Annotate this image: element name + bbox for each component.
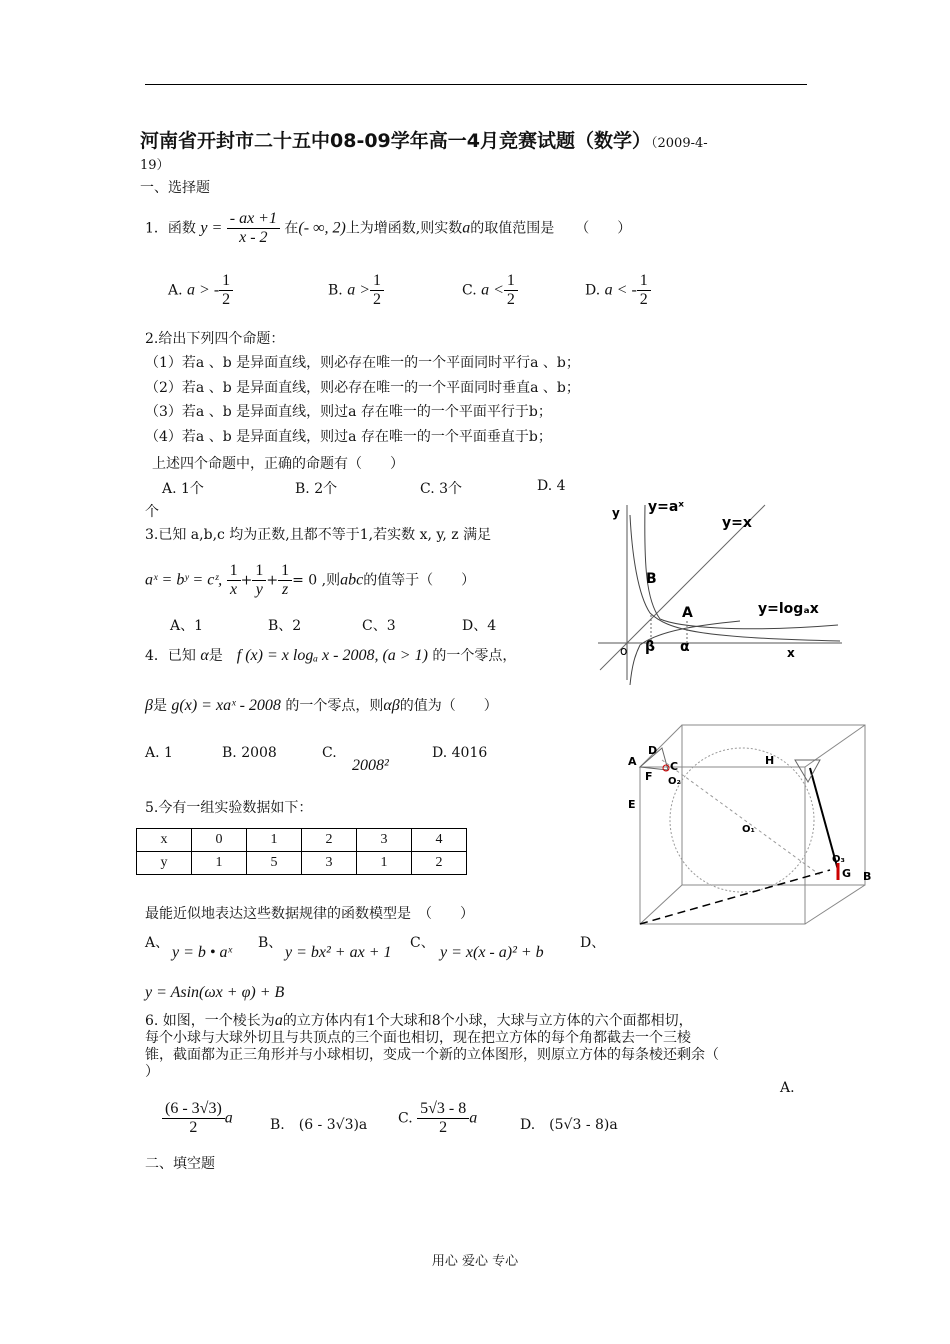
cube-figure	[620, 720, 885, 935]
q5-option-b-expr: y = bx² + ax + 1	[285, 944, 392, 961]
q2-item-2: （2）若a 、b 是异面直线，则必存在唯一的一个平面同时垂直a 、b；	[145, 380, 580, 396]
q6-option-d[interactable]: D. (5√3 - 8)a	[520, 1117, 618, 1133]
title-text: 河南省开封市二十五中08-09学年高一4月竞赛试题（数学）	[140, 130, 651, 152]
cube-label-b: B	[863, 870, 872, 883]
cube-label-e: E	[628, 798, 636, 811]
q3-option-a[interactable]: A、1	[170, 618, 204, 634]
q4-option-b[interactable]: B. 2008	[222, 745, 277, 761]
graph-point-b: B	[646, 571, 657, 587]
graph-y-axis-label: y	[612, 506, 620, 520]
page-footer: 用心 爱心 专心	[431, 1254, 519, 1269]
graph-alpha-label: α	[680, 639, 690, 655]
q6-option-a-label[interactable]: A.	[780, 1080, 795, 1096]
q6-option-c[interactable]: C. $\frac{5√3 - 8}{2}$ a	[398, 1100, 478, 1136]
question-4-line1: 4．已知 α是 f (x) = x logₐ x - 2008, (a > 1) 的一个零点，	[145, 647, 517, 664]
q2-ask: 上述四个命题中，正确的命题有（ ）	[152, 456, 404, 472]
q6-option-a[interactable]: $\frac{(6 - 3√3)}{2}$ a	[162, 1100, 233, 1137]
table-row: x 0 1 2 3 4	[137, 829, 467, 852]
q5-ask: 最能近似地表达这些数据规律的函数模型是 （ ）	[145, 906, 474, 922]
section-choice: 一、选择题	[140, 180, 210, 196]
q5-option-d-expr: y = Asin(ωx + φ) + B	[145, 984, 285, 1001]
q4-option-d[interactable]: D. 4016	[432, 745, 488, 761]
data-table	[136, 828, 467, 875]
cube-label-h: H	[765, 754, 775, 767]
q1-option-a[interactable]: A. a > - $\frac{1}{2}$	[168, 272, 233, 309]
cube-label-o2: O₂	[668, 776, 681, 787]
graph-beta-label: β	[645, 639, 656, 655]
title-date: （2009-4-	[651, 136, 708, 151]
q2-item-3: （3）若a 、b 是异面直线，则过a 存在唯一的一个平面平行于b；	[145, 404, 552, 420]
q5-option-d[interactable]: D、	[580, 935, 606, 951]
question-6-line3: 锥，截面都为正三角形并与小球相切，变成一个新的立体图形，则原立方体的每条棱还剩余（	[145, 1047, 719, 1063]
q3-option-c[interactable]: C、3	[362, 618, 396, 634]
q1-fraction: $\frac{- ax +1}{x - 2}$	[227, 210, 280, 247]
q1-option-d[interactable]: D. a < - $\frac{1}{2}$	[585, 272, 651, 309]
q4-option-c[interactable]: C.	[322, 745, 337, 761]
cube-label-g: G	[842, 867, 852, 880]
cube-label-f: F	[645, 770, 653, 783]
question-4-line2: β是 g(x) = xaˣ - 2008 的一个零点，则αβ的值为（ ）	[145, 697, 498, 714]
q3-option-b[interactable]: B、2	[268, 618, 302, 634]
q5-option-a[interactable]: A、	[145, 935, 170, 951]
page-title	[140, 126, 708, 153]
cube-label-o1: O₁	[742, 824, 755, 835]
cube-label-o3: O₃	[832, 854, 845, 865]
question-5-stem: 5.今有一组实验数据如下：	[145, 800, 313, 816]
graph-label-exp: y=aˣ	[648, 499, 685, 515]
cube-label-c: C	[670, 760, 679, 773]
cube-label-a: A	[628, 755, 637, 768]
q2-item-4: （4）若a 、b 是异面直线，则过a 存在唯一的一个平面垂直于b；	[145, 429, 552, 445]
question-1: 1．函数 y = $\frac{- ax +1}{x - 2}$ 在(- ∞, 2)上为增函数,则实数a的取值范围是 （ ）	[145, 210, 632, 246]
q3-equation: aˣ = bʸ = cᶻ, $\frac{1}{x}$ + $\frac{1}{y}$ + $\frac{1}{z}$ = 0 ,则abc的值等于（ ）	[145, 562, 476, 598]
q3-option-d[interactable]: D、4	[462, 618, 497, 634]
q1-option-b[interactable]: B. a > $\frac{1}{2}$	[328, 272, 384, 309]
question-2-stem: 2.给出下列四个命题：	[145, 331, 285, 347]
title-date-wrap: 19）	[140, 158, 170, 173]
q2-item-1: （1）若a 、b 是异面直线，则必存在唯一的一个平面同时平行a 、b；	[145, 355, 580, 371]
question-6-line1: 6. 如图，一个棱长为a的立方体内有1个大球和8个小球，大球与立方体的六个面都相切，	[145, 1012, 693, 1029]
q2-option-d-wrap: 个	[145, 504, 159, 520]
q2-option-b[interactable]: B. 2个	[295, 481, 338, 497]
graph-x-axis-label: x	[787, 646, 795, 660]
section-fill: 二、填空题	[145, 1156, 215, 1172]
question-3-stem: 3.已知 a,b,c 均为正数,且都不等于1,若实数 x, y, z 满足	[145, 527, 492, 543]
q2-option-c[interactable]: C. 3个	[420, 481, 463, 497]
header-rule	[145, 84, 807, 85]
q6-option-b[interactable]: B. (6 - 3√3)a	[270, 1117, 368, 1133]
q5-option-c-expr: y = x(x - a)² + b	[440, 944, 544, 961]
q4-option-c-value: 2008²	[352, 757, 389, 774]
q5-option-a-expr: y = b • aˣ	[172, 944, 233, 961]
cube-label-d: D	[648, 744, 658, 757]
q5-option-b[interactable]: B、	[258, 935, 283, 951]
q5-option-c[interactable]: C、	[410, 935, 435, 951]
question-6-line2: 每个小球与大球外切且与共顶点的三个面也相切，现在把立方体的每个角都截去一个三棱	[145, 1030, 691, 1046]
table-row: y 1 5 3 1 2	[137, 852, 467, 875]
q2-option-d[interactable]: D. 4	[537, 478, 566, 494]
graph-label-log: y=logₐx	[758, 601, 819, 617]
question-6-line4: ）	[145, 1064, 159, 1080]
function-graph	[590, 495, 850, 685]
q4-option-a[interactable]: A. 1	[145, 745, 173, 761]
graph-origin-label: o	[620, 644, 628, 658]
q1-option-c[interactable]: C. a < $\frac{1}{2}$	[462, 272, 518, 309]
q2-option-a[interactable]: A. 1个	[162, 481, 204, 497]
graph-label-identity: y=x	[722, 515, 752, 531]
graph-point-a: A	[682, 605, 693, 621]
